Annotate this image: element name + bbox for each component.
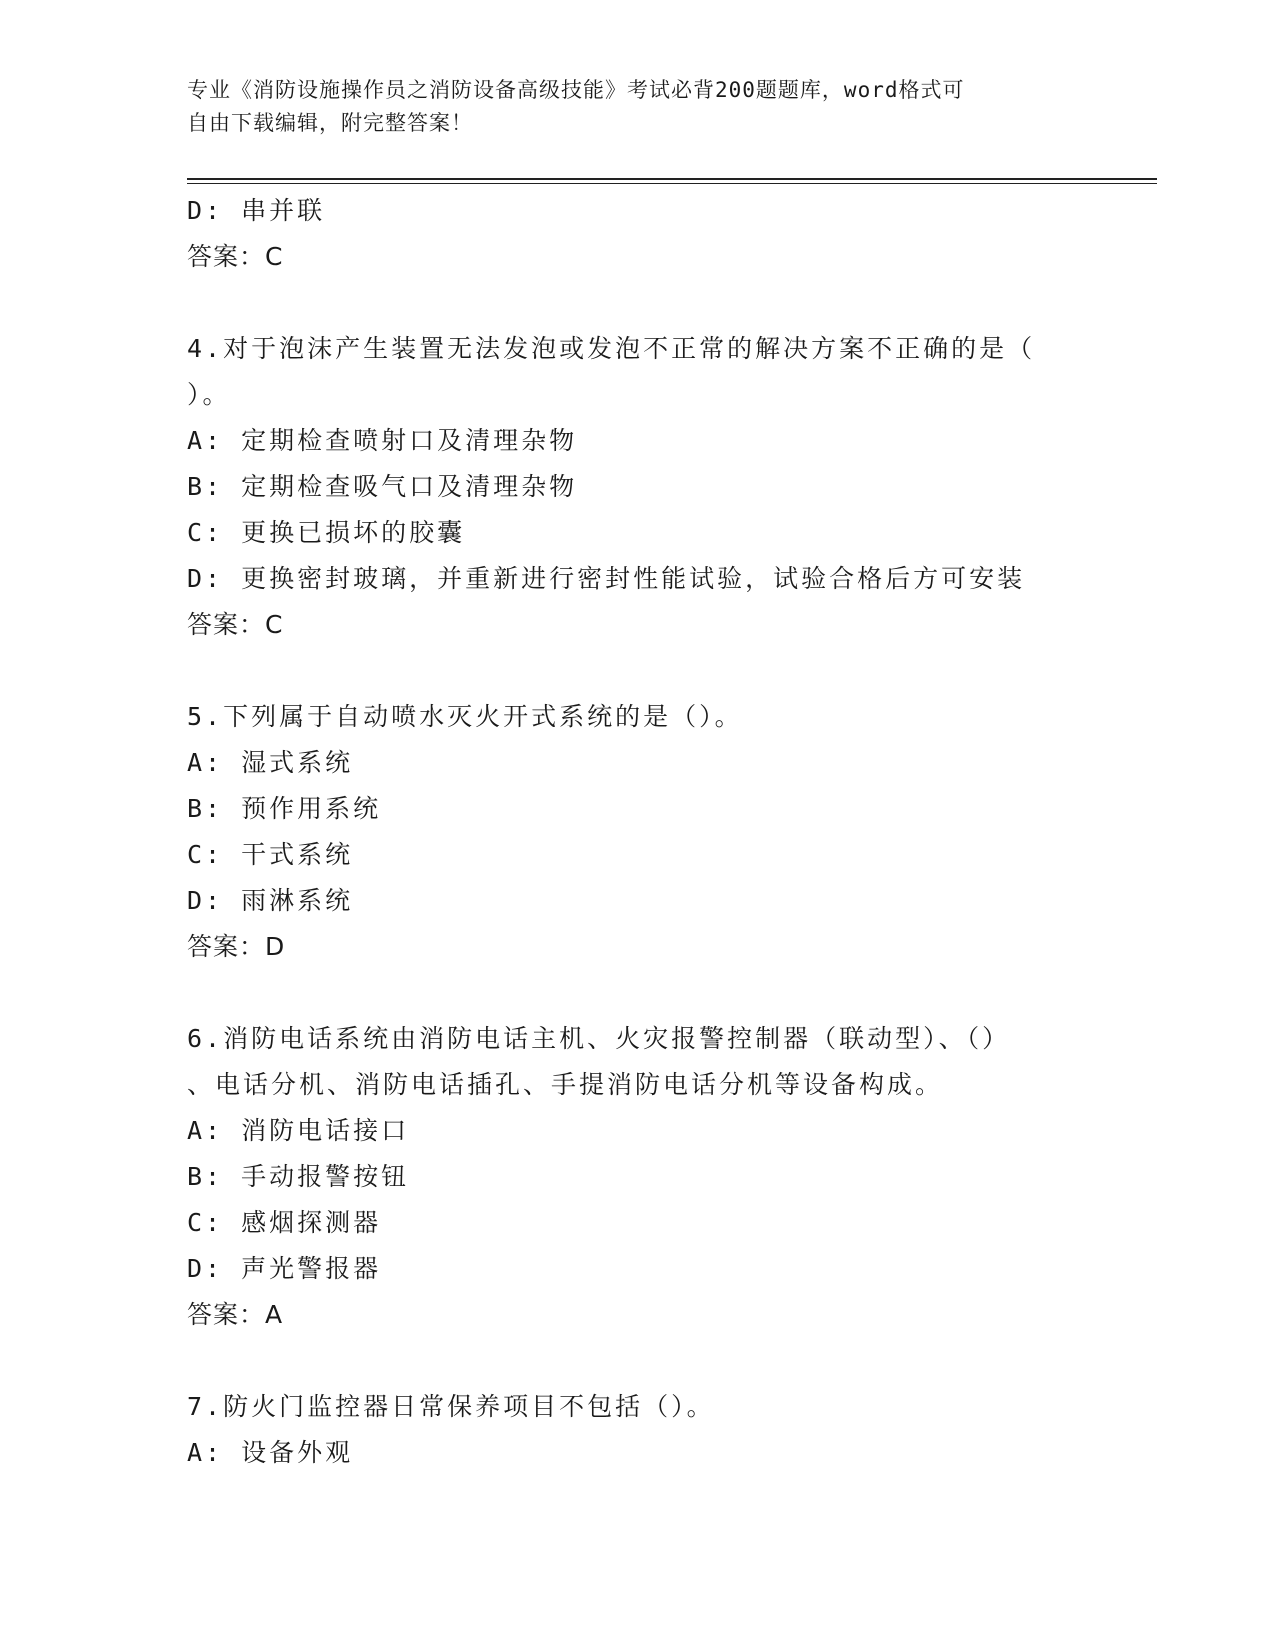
option-b: B: 定期检查吸气口及清理杂物 bbox=[187, 472, 578, 501]
answer-line: 答案：A bbox=[187, 1300, 284, 1329]
option-a: A: 设备外观 bbox=[187, 1438, 354, 1467]
spacer bbox=[187, 970, 1087, 1016]
answer-line: 答案：C bbox=[187, 610, 284, 639]
option-a: A: 消防电话接口 bbox=[187, 1116, 410, 1145]
document-body bbox=[187, 188, 1087, 1476]
header-rule-thick bbox=[187, 178, 1157, 180]
question-6 bbox=[187, 1016, 1087, 1338]
answer-line: 答案：C bbox=[187, 242, 284, 271]
question-5 bbox=[187, 694, 1087, 970]
option-c: C: 感烟探测器 bbox=[187, 1208, 382, 1237]
answer-line: 答案：D bbox=[187, 932, 286, 961]
option-b: B: 手动报警按钮 bbox=[187, 1162, 410, 1191]
question-stem-continued: 、电话分机、消防电话插孔、手提消防电话分机等设备构成。 bbox=[187, 1070, 944, 1099]
question-stem: 5.下列属于自动喷水灭火开式系统的是（）。 bbox=[187, 702, 743, 731]
header-line-1: 专业《消防设施操作员之消防设备高级技能》考试必背200题题库，word格式可 bbox=[187, 78, 965, 102]
option-c: C: 更换已损坏的胶囊 bbox=[187, 518, 466, 547]
question-stem: 7.防火门监控器日常保养项目不包括（）。 bbox=[187, 1392, 715, 1421]
option-c: C: 干式系统 bbox=[187, 840, 354, 869]
option-a: A: 定期检查喷射口及清理杂物 bbox=[187, 426, 578, 455]
question-3-tail bbox=[187, 188, 1087, 280]
spacer bbox=[187, 280, 1087, 326]
question-4 bbox=[187, 326, 1087, 648]
option-d: D: 声光警报器 bbox=[187, 1254, 382, 1283]
option-d: D: 雨淋系统 bbox=[187, 886, 354, 915]
question-7 bbox=[187, 1384, 1087, 1476]
option-a: A: 湿式系统 bbox=[187, 748, 354, 777]
header-line-2: 自由下载编辑，附完整答案！ bbox=[187, 111, 473, 135]
question-stem-continued: ）。 bbox=[187, 380, 231, 409]
question-stem: 4.对于泡沫产生装置无法发泡或发泡不正常的解决方案不正确的是（ bbox=[187, 334, 1036, 363]
spacer bbox=[187, 648, 1087, 694]
header-rule-thin bbox=[187, 183, 1157, 184]
document-header bbox=[187, 74, 1067, 140]
spacer bbox=[187, 1338, 1087, 1384]
option-b: B: 预作用系统 bbox=[187, 794, 382, 823]
option-d: D: 更换密封玻璃，并重新进行密封性能试验，试验合格后方可安装 bbox=[187, 564, 1026, 593]
question-stem: 6.消防电话系统由消防电话主机、火灾报警控制器（联动型）、（） bbox=[187, 1024, 1011, 1053]
option-d: D: 串并联 bbox=[187, 196, 326, 225]
